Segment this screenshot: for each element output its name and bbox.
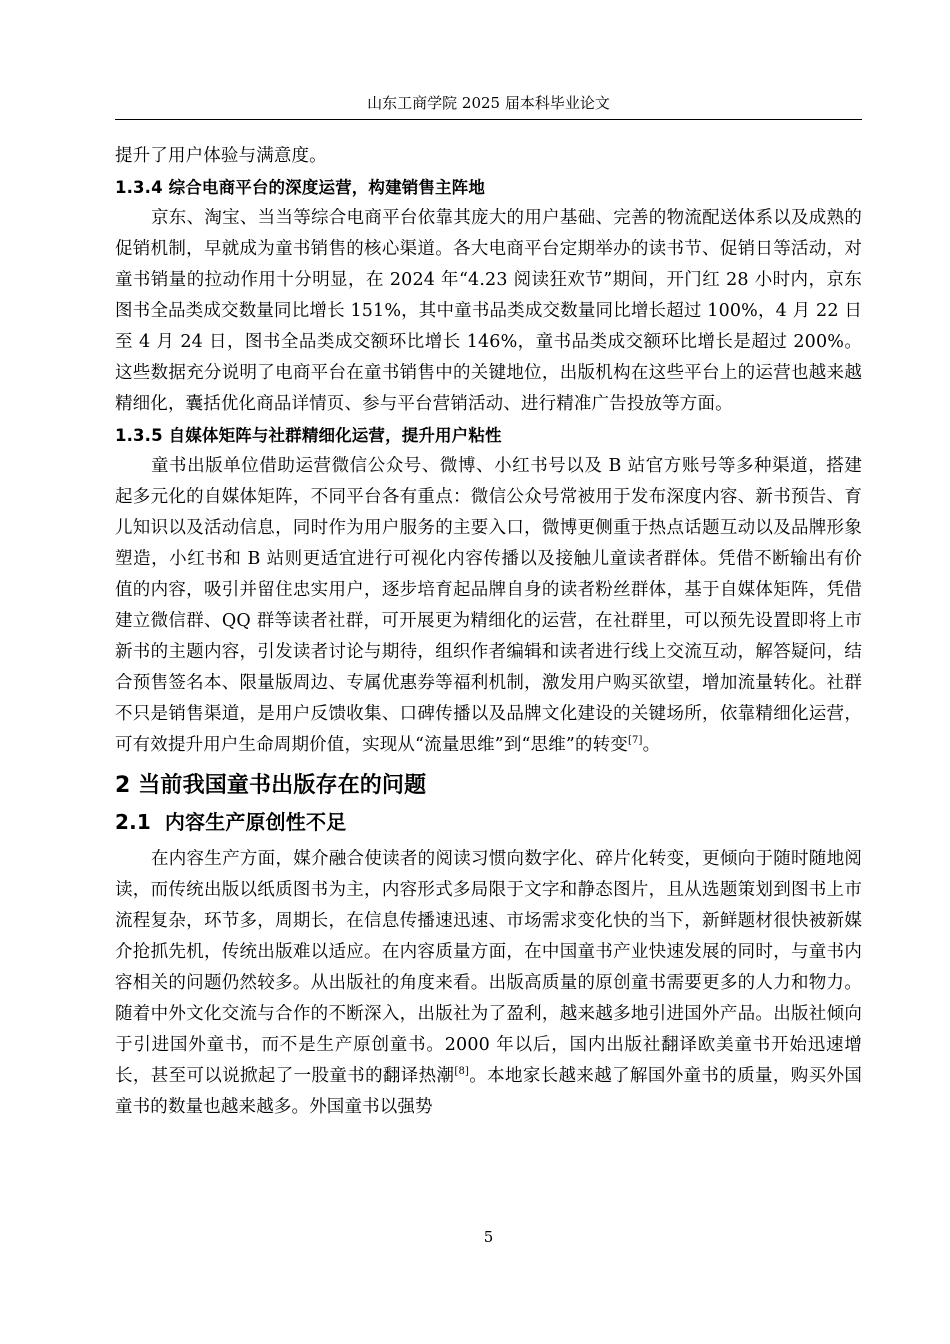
header-rule — [115, 119, 862, 120]
paragraph-self-media — [115, 451, 862, 761]
chapter-heading-2: 2 当前我国童书出版存在的问题 — [115, 773, 427, 798]
citation-8: [8] — [454, 1066, 470, 1077]
section-title-2-1: 内容生产原创性不足 — [164, 810, 347, 834]
paragraph-content-production-end: 。本地家长越来越了解国外童书的质量，购买外国童书的数量也越来越多。外国童书以强势 — [115, 1066, 862, 1117]
paragraph-self-media-end: 。 — [642, 735, 661, 755]
paragraph-self-media-text: 童书出版单位借助运营微信公众号、微博、小红书号以及 B 站官方账号等多种渠道，搭建起多元化的自媒体矩阵，不同平台各有重点：微信公众号常被用于发布深度内容、新书预告、育儿知识以及活动信息，同时作为用户服务的主要入口，微博更侧重于热点话题互动以及品牌形象塑造，小红书和 B 站则更适宜进行可视化内容传播以及接触儿童读者群体。凭借不断输出有价值的内容，吸引并留住忠实用户，逐步培育起品牌自身的读者粉丝群体，基于自媒体矩阵，凭借建立微信群、QQ 群等读者社群，可开展更为精细化的运营，在社群里，可以预先设置即将上市新书的主题内容，引发读者讨论与期待，组织作者编辑和读者进行线上交流互动，解答疑问，结合预售签名本、限量版周边、专属优惠券等福利机制，激发用户购买欲望，增加流量转化。社群不只是销售渠道，是用户反馈收集、口碑传播以及品牌文化建设的关键场所，依靠精细化运营，可有效提升用户生命周期价值，实现从“流量思维”到“思维”的转变 — [115, 456, 862, 755]
paragraph-content-production-text: 在内容生产方面，媒介融合使读者的阅读习惯向数字化、碎片化转变，更倾向于随时随地阅读，而传统出版以纸质图书为主，内容形式多局限于文字和静态图片，且从选题策划到图书上市流程复杂，环节多，周期长，在信息传播速迅速、市场需求变化快的当下，新鲜题材很快被新媒介抢抓先机，传统出版难以适应。在内容质量方面，在中国童书产业快速发展的同时，与童书内容相关的问题仍然较多。从出版社的角度来看。出版高质量的原创童书需要更多的人力和物力。随着中外文化交流与合作的不断深入，出版社为了盈利，越来越多地引进国外产品。出版社倾向于引进国外童书，而不是生产原创童书。2000 年以后，国内出版社翻译欧美童书开始迅速增长，甚至可以说掀起了一股童书的翻译热潮 — [115, 849, 862, 1086]
section-number-2-1: 2.1 — [115, 810, 151, 834]
section-heading-1-3-5: 1.3.5 自媒体矩阵与社群精细化运营，提升用户粘性 — [115, 426, 502, 445]
running-header: 山东工商学院 2025 届本科毕业论文 — [367, 94, 610, 112]
paragraph-content-production — [115, 844, 862, 1123]
section-heading-1-3-4: 1.3.4 综合电商平台的深度运营，构建销售主阵地 — [115, 178, 485, 197]
section-heading-2-1 — [115, 808, 862, 836]
paragraph-continuation: 提升了用户体验与满意度。 — [115, 146, 327, 166]
body-text — [115, 141, 862, 1123]
citation-7: [7] — [627, 735, 643, 746]
page-number: 5 — [483, 1228, 494, 1246]
paragraph-ecommerce: 京东、淘宝、当当等综合电商平台依靠其庞大的用户基础、完善的物流配送体系以及成熟的促销机制，早就成为童书销售的核心渠道。各大电商平台定期举办的读书节、促销日等活动，对童书销量的拉动作用十分明显，在 2024 年“4.23 阅读狂欢节”期间，开门红 28 小时内，京东图书全品类成交数量同比增长 151%，其中童书品类成交数量同比增长超过 100%，4 月 22 日至 4 月 24 日，图书全品类成交额环比增长 146%，童书品类成交额环比增长是超过 200%。这些数据充分说明了电商平台在童书销售中的关键地位，出版机构在这些平台上的运营也越来越精细化，囊括优化商品详情页、参与平台营销活动、进行精准广告投放等方面。 — [115, 208, 862, 414]
